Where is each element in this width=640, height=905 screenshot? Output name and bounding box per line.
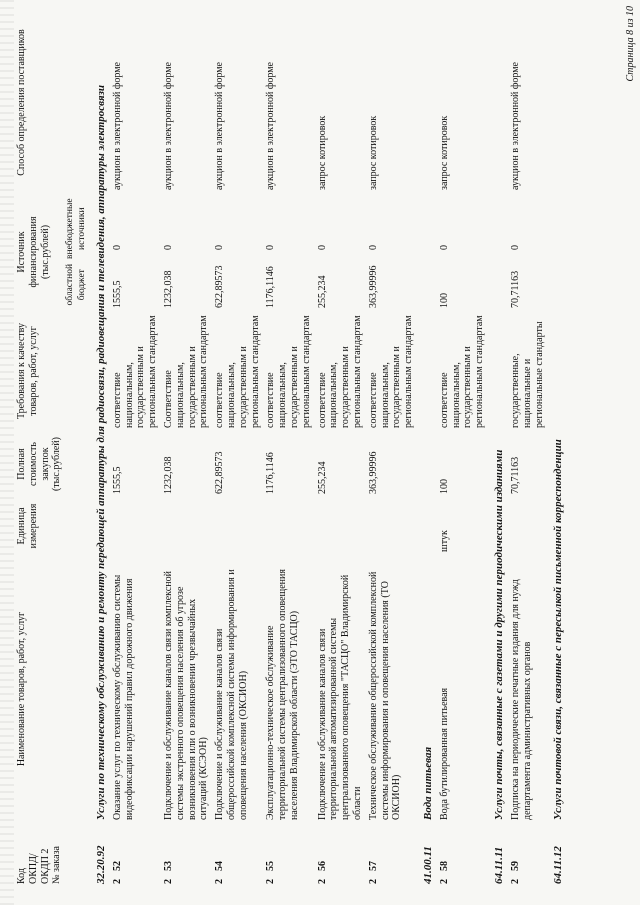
section-title: Вода питьевая <box>421 746 434 820</box>
row-code-cell <box>263 823 314 887</box>
row-method: аукцион в электронной форме <box>162 62 174 190</box>
row-budget-regional: 363,99996 <box>367 265 379 308</box>
section-row <box>417 12 437 887</box>
row-code: 2 <box>265 879 277 884</box>
section-code: 41.00.11 <box>421 846 434 884</box>
row-number: 58 <box>438 861 450 871</box>
row-code: 2 <box>214 879 226 884</box>
row-code-cell <box>212 823 263 887</box>
section-row <box>488 12 508 887</box>
header-unit: Единица измерения <box>16 503 39 549</box>
row-number: 57 <box>367 861 379 871</box>
header-code-cell <box>14 823 90 887</box>
row-number: 55 <box>265 861 277 871</box>
row-code-cell <box>315 823 366 887</box>
table-row <box>437 12 488 887</box>
header-okpd: ОКПД/ <box>27 853 39 884</box>
row-number: 59 <box>510 861 522 871</box>
row-requirements: Соответствие национальным, государственным и региональным стандартам <box>162 315 210 428</box>
row-cost: 622,89573 <box>214 451 226 494</box>
row-cost: 1232,038 <box>162 456 174 494</box>
row-code-cell <box>366 823 417 887</box>
row-budget-other: 0 <box>510 245 522 250</box>
row-name: Подключение и обслуживание каналов связи территориальной автоматизированной системы централизованного оповещения "ТАСЦО" Владимирской области <box>316 574 363 820</box>
row-number: 52 <box>111 861 123 871</box>
row-method: запрос котировок <box>316 115 328 190</box>
section-row <box>547 12 567 887</box>
row-number: 53 <box>162 861 174 871</box>
row-unit <box>315 497 366 555</box>
section-code: 64.11.11 <box>493 846 506 884</box>
table-row <box>110 12 161 887</box>
table-row <box>315 12 366 887</box>
scan-noise <box>0 0 14 905</box>
header-code: Код <box>16 868 27 884</box>
row-requirements: государственные, национальные и региональные стандарты <box>510 321 545 428</box>
row-budget-regional: 70,71163 <box>510 270 522 308</box>
table-row <box>366 12 417 887</box>
row-name: Оказание услуг по техническому обслуживанию системы видеофиксации нарушений правил дорожного движения <box>111 574 135 820</box>
row-code: 2 <box>316 879 328 884</box>
header-budget-other: внебюджетные источники <box>65 198 87 259</box>
row-code: 2 <box>367 879 379 884</box>
row-budget-regional: 100 <box>438 293 450 308</box>
row-requirements: соответствие национальным, государственным и региональным стандартам <box>111 315 159 428</box>
row-budget-other: 0 <box>438 245 450 250</box>
header-cost: Полная стоимость закупок (тыс.рублей) <box>16 436 63 492</box>
section-row <box>90 12 110 887</box>
row-cost: 1555,5 <box>111 466 123 494</box>
row-requirements: соответствие национальным, государственным и региональным стандартам <box>438 315 486 428</box>
row-cost: 255,234 <box>316 461 328 494</box>
row-code: 2 <box>510 879 522 884</box>
row-budget-other: 0 <box>316 245 328 250</box>
row-unit: штук <box>438 530 450 552</box>
table-row <box>212 12 263 887</box>
header-finance: Источник финансирования (тыс.рублей) <box>16 216 51 288</box>
row-code-cell <box>161 823 212 887</box>
row-code: 2 <box>111 879 123 884</box>
row-cost: 70,71163 <box>510 456 522 494</box>
row-unit <box>161 497 212 555</box>
row-method: аукцион в электронной форме <box>265 62 277 190</box>
table-row <box>161 12 212 887</box>
row-requirements: соответствие национальным, государственным и региональным стандартам <box>265 315 312 428</box>
header-budget-regional: областной бюджет <box>65 263 87 306</box>
table-header <box>14 12 90 887</box>
row-method: запрос котировок <box>438 115 450 190</box>
row-unit <box>366 497 417 555</box>
row-budget-regional: 1555,5 <box>111 280 123 308</box>
row-name: Подключение и обслуживание каналов связи комплексной системы экстренного оповещения населения об угрозе возникновения или о возникновении чрезвычайных ситуаций (КСЭОН) <box>162 571 210 820</box>
row-budget-other: 0 <box>162 245 174 250</box>
row-cost: 363,99996 <box>367 451 379 494</box>
row-unit <box>110 497 161 555</box>
row-number: 54 <box>214 861 226 871</box>
row-name: Эксплуатационно-техническое обслуживание территориальной системы централизованного оповещения населения Владимирской области (ЭТО ТАСЦО) <box>265 569 300 820</box>
header-okdp: ОКДП 2 <box>39 848 51 884</box>
row-budget-other: 0 <box>111 245 123 250</box>
row-method: аукцион в электронной форме <box>111 62 123 190</box>
row-requirements: соответствие национальным, государственным и региональным стандартам <box>367 315 415 428</box>
row-requirements: соответствие национальным, государственным и региональным стандартам <box>214 315 261 428</box>
section-title: Услуги почтовой связи, связанные с пересылкой письменной корреспонденции <box>552 439 565 820</box>
section-title: Услуги по техническому обслуживанию и ремонту передающей аппаратуры для радиосвязи, радиовещания и телевидения, аппаратуры электросвязи <box>94 84 107 820</box>
row-name: Подключение и обслуживание каналов связи общероссийской комплексной системы информирования и оповещения населения (ОКСИОН) <box>214 569 249 820</box>
section-title: Услуги почты, связанные с газетами и другими периодическими изданиями <box>493 449 506 820</box>
row-budget-regional: 255,234 <box>316 275 328 308</box>
row-code: 2 <box>162 879 174 884</box>
table-body <box>90 12 568 887</box>
row-budget-regional: 1232,038 <box>162 270 174 308</box>
row-code-cell <box>508 823 547 887</box>
header-requirements: Требования к качеству товаров, работ, услуг <box>16 322 39 420</box>
row-method: аукцион в электронной форме <box>214 62 226 190</box>
header-name: Наименование товаров, работ, услуг <box>16 611 27 767</box>
row-cost: 1176,1146 <box>265 452 277 494</box>
row-requirements: соответствие национальным, государственным и региональным стандартам <box>316 315 363 428</box>
row-number: 56 <box>316 861 328 871</box>
row-budget-other: 0 <box>265 245 277 250</box>
header-finance-cell <box>14 193 90 311</box>
procurement-table <box>14 12 567 887</box>
page-number: Страница 8 из 10 <box>625 6 636 82</box>
row-code-cell <box>110 823 161 887</box>
header-order-no: № заказа <box>51 846 63 884</box>
row-name: Вода бутилированная питьевая <box>438 687 450 820</box>
row-code: 2 <box>438 879 450 884</box>
row-cost: 100 <box>438 479 450 494</box>
row-unit <box>508 497 547 555</box>
row-code-cell <box>437 823 488 887</box>
row-unit <box>212 497 263 555</box>
row-name: Подписка на периодические печатные издания для нужд департамента административных органов <box>510 579 533 820</box>
row-method: аукцион в электронной форме <box>510 62 522 190</box>
table-row <box>508 12 547 887</box>
row-budget-regional: 1176,1146 <box>265 266 277 308</box>
row-budget-regional: 622,89573 <box>214 265 226 308</box>
header-method: Способ определения поставщиков <box>16 29 27 176</box>
row-budget-other: 0 <box>367 245 379 250</box>
row-method: запрос котировок <box>367 115 379 190</box>
table-row <box>263 12 314 887</box>
row-unit <box>263 497 314 555</box>
section-code: 64.11.12 <box>552 846 565 884</box>
section-code: 32.20.92 <box>94 845 107 884</box>
row-name: Техническое обслуживание общероссийской комплексной системы информирования и оповещения населения (ТО ОКСИОН) <box>367 571 403 820</box>
row-budget-other: 0 <box>214 245 226 250</box>
